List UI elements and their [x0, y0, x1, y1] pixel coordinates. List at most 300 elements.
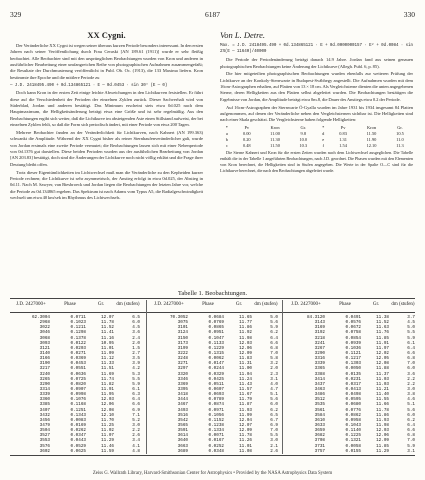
table-cell: 0.0680: [345, 402, 361, 408]
table-cell: 11.74: [101, 376, 114, 382]
left-column: [10, 30, 203, 284]
table-cell: 0.0511: [208, 381, 224, 387]
table-cell: 11.77: [239, 320, 252, 326]
table-cell: 11.63: [376, 325, 389, 331]
table-cell: 0.1217: [345, 356, 361, 362]
table-cell: 11.86: [239, 325, 252, 331]
table-cell: 12.06: [239, 345, 252, 351]
table-cell: 3493: [177, 407, 188, 413]
table-cell: 3068: [39, 335, 50, 341]
table-cell: 0.1315: [208, 350, 224, 356]
table-cell: 3486: [314, 392, 325, 398]
table-block: [10, 300, 142, 454]
table-cell: 3.7: [407, 315, 415, 320]
table-cell: 3169: [314, 325, 325, 331]
table-cell: 11.78: [239, 433, 252, 439]
table-cell: 5.6: [407, 407, 415, 413]
table-cell: 10.3: [299, 142, 308, 148]
table-cell: 6.4: [132, 397, 140, 403]
column-header: J.D. 2427000+: [291, 302, 321, 307]
table-cell: 6.0: [270, 402, 278, 408]
table-cell: 3297: [177, 366, 188, 372]
column-header: Gr.: [235, 302, 243, 307]
table-cell: 3339: [39, 392, 50, 398]
column-header: Gr.: [97, 302, 105, 307]
table-cell: 11.93: [376, 417, 389, 423]
table-cell: 4.5: [407, 320, 415, 326]
page-header: [10, 10, 415, 20]
table-cell: 0.0062: [208, 356, 224, 362]
table-row: [148, 449, 280, 454]
table-cell: 11.03: [376, 381, 389, 387]
table-cell: 11.67: [239, 392, 252, 398]
table-cell: 0.1056: [208, 412, 224, 418]
table-cell: 3757: [314, 448, 325, 454]
table-cell: 4.8: [132, 448, 140, 454]
table-cell: 0.1152: [208, 417, 224, 423]
table-cell: 5.9: [407, 443, 415, 449]
table-cell: 0.1229: [208, 345, 224, 351]
paragraph: Auf 16cm-Astrographen der Sternwarte Ó-Gyalla wurden im Jahre 1931 bis 1934 insgesamt 84 Platten aufgenommen, auf denen der Veränderliche neben den Vergleichsternen sichtbar ist. Die Helligkeiten sind nach einer Skala geschätzt. Die Vergleichsterne haben folgende Helligkeiten:: [220, 104, 413, 123]
table-cell: 3682: [314, 433, 325, 439]
table-cell: 0.0607: [208, 386, 224, 392]
table-cell: 12.07: [239, 422, 252, 428]
table-cell: 5.8: [270, 356, 278, 362]
table-cell: 0.1321: [345, 438, 361, 444]
table-cell: 0.1043: [345, 422, 361, 428]
header-cell: *: [225, 125, 228, 131]
table-row: [10, 449, 142, 454]
table-cell: 5.6: [270, 397, 278, 403]
table-cell: 10.95: [101, 340, 114, 346]
table-cell: 3190: [39, 361, 50, 367]
table-cell: 2.0: [132, 340, 140, 346]
table-cell: 11.29: [101, 438, 114, 444]
table-cell: 3659: [314, 428, 325, 434]
table-cell: 3561: [314, 407, 325, 413]
table-cell: 0.0595: [345, 397, 361, 403]
table-cell: 6.8: [407, 356, 415, 362]
table-cell: 6.0: [407, 412, 415, 418]
observations-table: [10, 298, 415, 457]
table-cell: 3143: [314, 320, 325, 326]
table-cell: 11.50: [270, 142, 280, 148]
table-cell: 3633: [314, 422, 325, 428]
table-cell: 3290: [39, 381, 50, 387]
table-cell: 0.0252: [208, 443, 224, 449]
table-cell: 11.38: [376, 315, 389, 320]
table-cell: 12.03: [376, 428, 389, 434]
table-cell: 3267: [314, 345, 325, 351]
table-cell: 0.0347: [70, 433, 86, 439]
table-cell: 0.0820: [70, 381, 86, 387]
table-cell: 3046: [39, 330, 50, 336]
table-cell: 3553: [39, 438, 50, 444]
table-cell: 3173: [177, 340, 188, 346]
table-cell: 0.1133: [208, 340, 224, 346]
table-cell: 11.09: [101, 350, 114, 356]
table-cell: 11.70: [101, 417, 114, 423]
table-cell: 3093: [39, 340, 50, 346]
table-cell: 0.0231: [345, 376, 361, 382]
column-header: J.D. 2427000+: [154, 302, 184, 307]
table-header: [285, 300, 417, 313]
table-cell: 84.3120: [306, 315, 325, 320]
header-cell: Kron: [366, 125, 377, 131]
table-cell: 0.0135: [345, 371, 361, 377]
table-cell: 0.0672: [345, 325, 361, 331]
table-cell: 0.1225: [345, 433, 361, 439]
table-cell: 6.7: [270, 417, 278, 423]
table-cell: 11.26: [239, 438, 252, 444]
table-cell: 0.0425: [208, 376, 224, 382]
table-cell: 3516: [177, 412, 188, 418]
table-cell: 3385: [39, 402, 50, 408]
table-cell: 3.1: [270, 376, 278, 382]
table-cell: 11.33: [101, 361, 114, 367]
table-cell: 2.3: [270, 371, 278, 377]
table-cell: 1.31: [339, 136, 347, 142]
table-cell: 6.8: [407, 433, 415, 439]
table-cell: 11.91: [376, 340, 389, 346]
table-cell: 3320: [177, 371, 188, 377]
header-cell: Kron: [270, 125, 280, 131]
table-cell: 2.4: [132, 335, 140, 341]
table-cell: 11.51: [101, 366, 114, 372]
table-cell: 6.1: [132, 386, 140, 392]
table-cell: 11.78: [376, 407, 389, 413]
table-cell: 0.48: [242, 142, 251, 148]
table-cell: 11.08: [239, 448, 252, 454]
table-cell: 3610: [314, 417, 325, 423]
column-header: Phase: [64, 302, 76, 307]
table-cell: 11.95: [101, 392, 114, 398]
table-cell: 3689: [177, 448, 188, 454]
table-cell: 3395: [177, 386, 188, 392]
column-header: dm (stufen): [116, 302, 140, 307]
table-cell: 11.97: [376, 345, 389, 351]
table-cell: 11.59: [101, 448, 114, 454]
table-cell: 0.0058: [345, 443, 361, 449]
table-cell: 6.2: [407, 417, 415, 423]
table-body: [148, 315, 280, 454]
table-cell: d: [322, 130, 325, 136]
table-cell: 0.0998: [70, 392, 86, 398]
table-cell: 11.0: [396, 136, 404, 142]
table-cell: 3.4: [132, 438, 140, 444]
table-cell: 6.4: [407, 345, 415, 351]
table-cell: 5.5: [407, 330, 415, 336]
table-cell: 0.0262: [70, 428, 86, 434]
table-cell: 3432: [39, 412, 50, 418]
table-cell: 11.86: [376, 412, 389, 418]
table-cell: 11.57: [239, 386, 252, 392]
table-cell: 9.8: [300, 130, 307, 136]
table-cell: 0.0348: [208, 448, 224, 454]
page-number-left: 329: [10, 10, 22, 19]
table-cell: 0.0413: [345, 386, 361, 392]
table-cell: 0.0854: [345, 335, 361, 341]
paragraph: Die hier mitgeteilten photographischen Beobachtungen wurden ebenfalls zur weiteren Prüfung der Lichtkurve an der Konkoly-Sternwarte in Budapest-Svábhegy angestellt. Die Aufnahmen wurden mit dem 16cm-Astrographen erhalten, auf Platten von 13 × 18 cm. Als Vergleichsterne dienten die unten angegebenen Sterne, deren Helligkeiten aus den Platten selbst abgeleitet wurden. Die Beobachtungen bestätigen die Ergebnisse von Jordan, die Amplitude beträgt etwa 0m.8, die Dauer des Anstiegs etwa 0.2 der Periode.: [220, 71, 413, 102]
table-cell: 12.07: [101, 315, 114, 320]
table-cell: 0.1378: [70, 335, 86, 341]
table-header: [148, 300, 280, 313]
table-cell: 62.3004: [31, 315, 50, 320]
table-cell: 11.99: [239, 412, 252, 418]
table-cell: 11.37: [376, 371, 389, 377]
table-cell: 5.5: [132, 376, 140, 382]
table-cell: 3248: [177, 356, 188, 362]
column-divider: [282, 300, 283, 454]
table-cell: 7.0: [270, 428, 278, 434]
paragraph: Die Periode der Periodenänderung beträgt danach 14.9 Jahre. Jordan fand aus seinen genauen photographischen Beobachtungen keine Änderung der Lichtkurve (Allegh. Publ. 6, p. 85).: [220, 57, 413, 69]
table-cell: 2.2: [407, 381, 415, 387]
table-header: [10, 300, 142, 313]
table-cell: 11.41: [101, 330, 114, 336]
table-cell: 11.69: [101, 371, 114, 377]
table-cell: 3140: [39, 350, 50, 356]
table-cell: 7.0: [407, 361, 415, 367]
table-cell: 0.0776: [345, 407, 361, 413]
table-cell: 0.0498: [345, 392, 361, 398]
table-cell: 6.0: [407, 366, 415, 372]
table-cell: 0.0167: [208, 438, 224, 444]
table-cell: 0.1076: [70, 397, 86, 403]
table-cell: 3467: [177, 402, 188, 408]
table-cell: 0.83: [339, 130, 347, 136]
table-cell: 3218: [314, 335, 325, 341]
table-cell: 11.00: [270, 130, 280, 136]
table-cell: 3121: [39, 345, 50, 351]
table-cell: 0.0789: [208, 397, 224, 403]
table-cell: 3504: [39, 428, 50, 434]
table-cell: 0.0443: [70, 438, 86, 444]
table-cell: 12.09: [376, 438, 389, 444]
table-cell: 0.20: [242, 136, 251, 142]
table-cell: 6.6: [407, 428, 415, 434]
paragraph: Die Sterne Kahnert und Kron für die ersten Zeiten wurden nach dem Lichtwechsel ausgeglichen. Die Tabelle enthält die in der Tabelle 1 angeführten Beobachtungen, nach J.D. geordnet. Die Phasen wurden mit den Elementen von Kron berechnet, die Helligkeiten sind in Stufen angegeben. Die Werte in der Spalte O—C sind für die Lichtkurve berechnet, die nach den Beobachtungen abgeleitet wurde.: [220, 150, 413, 173]
table-cell: 3591: [177, 428, 188, 434]
page-number-right: 330: [403, 10, 415, 19]
table-cell: 0.0491: [345, 315, 361, 320]
table-cell: 11.31: [239, 361, 252, 367]
table-cell: 10.5: [396, 130, 404, 136]
table-cell: 0.0693: [208, 392, 224, 398]
table-cell: 3565: [177, 422, 188, 428]
table-cell: 0.0951: [208, 330, 224, 336]
page-footer: Zeiss G. Wallrath Library, Harvard-Smithsonian Center for Astrophysics • Provided by the NASA Astrophysics Data System: [92, 471, 333, 476]
table-cell: 3075: [177, 320, 188, 326]
document-page: [10, 8, 415, 472]
table-cell: 3640: [177, 438, 188, 444]
table-cell: 12.08: [376, 361, 389, 367]
table-cell: 3602: [39, 448, 50, 454]
table-cell: 5.9: [132, 381, 140, 387]
column-header: Phase: [339, 302, 351, 307]
table-cell: 11.46: [101, 443, 114, 449]
table-cell: 3.1: [407, 448, 415, 454]
right-column: [220, 30, 413, 284]
table-cell: 11.24: [239, 376, 252, 382]
table-caption: Tabelle 1. Beobachtungen.: [177, 290, 248, 297]
table-cell: 0.0050: [345, 366, 361, 372]
table-cell: 11.01: [101, 345, 114, 351]
table-cell: 11.88: [376, 366, 389, 372]
table-cell: 0.1047: [208, 335, 224, 341]
table-cell: 0.0711: [70, 315, 86, 320]
table-cell: 11.98: [239, 335, 252, 341]
table-cell: 1.5: [132, 345, 140, 351]
table-cell: 4.0: [270, 381, 278, 387]
table-cell: 5.6: [270, 320, 278, 326]
table-cell: 0.0551: [70, 366, 86, 372]
table-cell: 1.54: [339, 142, 347, 148]
table-cell: e: [322, 136, 325, 142]
article-number: 6187: [205, 10, 220, 19]
column-header: J.D. 2427000+: [16, 302, 46, 307]
table-cell: 11.52: [376, 320, 389, 326]
table-cell: 0.0244: [208, 366, 224, 372]
table-cell: 3.0: [407, 386, 415, 392]
table-cell: 6.3: [132, 392, 140, 398]
table-cell: 6.6: [132, 402, 140, 408]
table-cell: 3414: [314, 376, 325, 382]
table-cell: 0.0083: [70, 417, 86, 423]
table-cell: 6.2: [270, 407, 278, 413]
table-cell: 0.0971: [208, 407, 224, 413]
table-cell: 0.0939: [345, 340, 361, 346]
table-cell: 3407: [39, 407, 50, 413]
table-cell: 11.76: [376, 330, 389, 336]
article-author: Von L. Detre.: [220, 30, 266, 40]
table-cell: 3456: [39, 417, 50, 423]
table-cell: 3.0: [132, 422, 140, 428]
table-cell: 5.9: [407, 335, 415, 341]
table-cell: 3265: [39, 376, 50, 382]
table-cell: 11.85: [376, 335, 389, 341]
table-cell: 3192: [314, 330, 325, 336]
table-cell: 11.85: [376, 443, 389, 449]
table-cell: 3101: [177, 325, 188, 331]
table-cell: 0.0271: [70, 350, 86, 356]
column-header: dm (stufen): [254, 302, 278, 307]
table-cell: 6.5: [132, 315, 140, 320]
table-cell: 11.90: [366, 136, 377, 142]
column-header: Phase: [202, 302, 214, 307]
table-cell: 6.9: [270, 422, 278, 428]
table-cell: 12.10: [101, 412, 114, 418]
table-cell: 7.0: [270, 350, 278, 356]
table-cell: 0.00: [242, 130, 251, 136]
table-cell: 2.2: [407, 376, 415, 382]
table-body: [10, 315, 142, 454]
column-divider: [146, 300, 147, 454]
table-cell: 11.00: [239, 366, 252, 372]
table-cell: 0.1168: [70, 402, 86, 408]
paragraph: Der Veränderliche XX Cygni ist wegen seiner überaus kurzen Periode besonders interessant. In den ersten Jahren nach seiner Veröffentlichung durch Frau Ceraski [AN 189.61 (1911)] wurde er sehr fleißig beobachtet. Alle Beobachter sind mit den ursprünglichen Beobachtungen wurden von Kron und anderen in ausführlicher Bearbeitung einer umfangreichen Reihe von photographischen Aufnahmen zusammengefaßt; die Resultate der Durchmusterung veröffentlicht in Publ. Ob. Oc. (1913), die 133 Maxima liefern. Kron bestimmte ihre Epoche und die mittlere Periode zu: [10, 43, 203, 80]
table-cell: 3.9: [132, 361, 140, 367]
table-cell: 3314: [39, 386, 50, 392]
table-cell: 11.82: [101, 381, 114, 387]
table-cell: 0.0862: [345, 412, 361, 418]
table-cell: 5.2: [132, 417, 140, 423]
table-cell: 2.1: [270, 443, 278, 449]
table-cell: 11.25: [101, 422, 114, 428]
table-cell: 6.9: [132, 407, 140, 413]
table-cell: 0.0865: [208, 325, 224, 331]
table-cell: 12.04: [239, 417, 252, 423]
table-cell: 3418: [177, 392, 188, 398]
table-cell: 5.5: [270, 433, 278, 439]
table-cell: 0.1343: [70, 412, 86, 418]
table-cell: 5.9: [270, 325, 278, 331]
table-cell: 4.7: [270, 386, 278, 392]
table-cell: 0.1334: [208, 428, 224, 434]
table-cell: 4.2: [132, 366, 140, 372]
table-cell: 11.93: [239, 407, 252, 413]
table-cell: 0.0203: [70, 345, 86, 351]
table-cell: 3.6: [132, 330, 140, 336]
table-cell: 3339: [314, 361, 325, 367]
table-cell: 0.1036: [345, 345, 361, 351]
table-cell: 5.0: [407, 325, 415, 331]
table-cell: 4.5: [132, 325, 140, 331]
table-cell: 3542: [177, 417, 188, 423]
table-cell: 3512: [314, 397, 325, 403]
table-cell: 3535: [314, 402, 325, 408]
table-cell: 7.0: [407, 438, 415, 444]
table-cell: 3.8: [407, 392, 415, 398]
table-cell: 11.01: [239, 443, 252, 449]
table-cell: 0.0958: [345, 417, 361, 423]
table-cell: 0.0122: [70, 340, 86, 346]
table-cell: 3.0: [270, 438, 278, 444]
table-cell: 3731: [314, 443, 325, 449]
table-bottom-rule: [10, 455, 415, 456]
table-cell: 2.6: [270, 448, 278, 454]
table-cell: 11.29: [376, 448, 389, 454]
table-cell: 3369: [177, 381, 188, 387]
table-row: [285, 449, 417, 454]
table-cell: 11.79: [239, 397, 252, 403]
table-top-rule: [10, 298, 415, 299]
table-cell: 3124: [177, 330, 188, 336]
table-cell: 0.0874: [208, 402, 224, 408]
table-cell: 11.43: [239, 381, 252, 387]
paragraph: Doch kann Kron in der ersten Zeit einige leichte Abweichungen in den Lichtkurven feststellen. Er führt diese auf die Verschiedenheit der Perioden der einzelnen Zyklen zurück. Dieser Sachverhalt wird von Süderblad, Jordan und anderen bestätigt. Das Minimum erscheint stets etwa 0d.025 nach dem Hauptmaximum, die Helligkeitsänderung beträgt etwa eine Größe und ist sehr regelmäßig. Aus den Beobachtungen ergibt sich weiter, daß die Lichtkurve im absteigenden Aste einen Stillstand aufweist, der bei einzelnen Zyklen fehlt, so daß die Form sich periodisch ändert, mit einer Periode von etwa 200 Tagen.: [10, 90, 203, 128]
table-cell: 11.21: [376, 386, 389, 392]
table-cell: 0.0576: [345, 320, 361, 326]
table-cell: 2.7: [132, 350, 140, 356]
table-cell: a: [225, 130, 228, 136]
table-cell: 10.0: [299, 136, 308, 142]
table-cell: 6.8: [270, 345, 278, 351]
table-cell: 0.1298: [70, 330, 86, 336]
table-cell: 3663: [177, 443, 188, 449]
table-cell: 3240: [39, 371, 50, 377]
table-cell: 3576: [39, 443, 50, 449]
table-block: [148, 300, 280, 454]
table-cell: f: [322, 142, 324, 148]
table-cell: 3614: [177, 433, 188, 439]
table-cell: 0.1121: [345, 350, 361, 356]
table-cell: 0.1140: [345, 428, 361, 434]
table-cell: 6.4: [270, 335, 278, 341]
column-header: Gr.: [372, 302, 380, 307]
table-cell: 11.78: [101, 320, 114, 326]
table-cell: 12.09: [239, 350, 252, 356]
table-cell: 2.6: [132, 433, 140, 439]
